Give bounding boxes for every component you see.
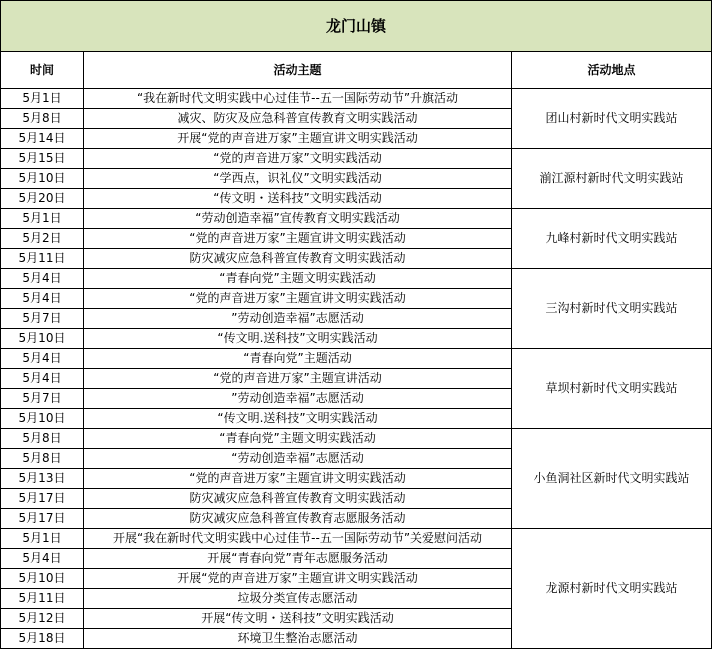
topic-cell: “劳动创造幸福”志愿活动 — [84, 449, 512, 469]
date-cell: 5月11日 — [1, 589, 84, 609]
topic-cell: 减灾、防灾及应急科普宣传教育文明实践活动 — [84, 109, 512, 129]
topic-cell: “青春向党”主题文明实践活动 — [84, 269, 512, 289]
topic-cell: “党的声音进万家”文明实践活动 — [84, 149, 512, 169]
topic-cell: “传文明.送科技”文明实践活动 — [84, 329, 512, 349]
topic-cell: 开展“党的声音进万家”主题宣讲文明实践活动 — [84, 569, 512, 589]
column-header-topic: 活动主题 — [84, 52, 512, 89]
topic-cell: “党的声音进万家”主题宣讲文明实践活动 — [84, 469, 512, 489]
date-cell: 5月13日 — [1, 469, 84, 489]
title-row — [1, 1, 712, 52]
table-row — [1, 429, 712, 449]
date-cell: 5月10日 — [1, 409, 84, 429]
date-cell: 5月12日 — [1, 609, 84, 629]
date-cell: 5月7日 — [1, 309, 84, 329]
date-cell: 5月4日 — [1, 269, 84, 289]
date-cell: 5月17日 — [1, 489, 84, 509]
date-cell: 5月10日 — [1, 169, 84, 189]
date-cell: 5月4日 — [1, 349, 84, 369]
date-cell: 5月20日 — [1, 189, 84, 209]
date-cell: 5月1日 — [1, 89, 84, 109]
location-cell: 团山村新时代文明实践站 — [512, 89, 712, 149]
date-cell: 5月17日 — [1, 509, 84, 529]
date-cell: 5月8日 — [1, 109, 84, 129]
location-cell: 小鱼洞社区新时代文明实践站 — [512, 429, 712, 529]
topic-cell: 开展“我在新时代文明实践中心过佳节--五一国际劳动节”关爱慰问活动 — [84, 529, 512, 549]
topic-cell: “学西点，识礼仪”文明实践活动 — [84, 169, 512, 189]
date-cell: 5月10日 — [1, 329, 84, 349]
date-cell: 5月7日 — [1, 389, 84, 409]
topic-cell: 防灾减灾应急科普宣传教育志愿服务活动 — [84, 509, 512, 529]
column-header-time: 时间 — [1, 52, 84, 89]
table-body — [1, 89, 712, 649]
date-cell: 5月10日 — [1, 569, 84, 589]
date-cell: 5月4日 — [1, 369, 84, 389]
date-cell: 5月18日 — [1, 629, 84, 649]
topic-cell: “青春向党”主题文明实践活动 — [84, 429, 512, 449]
date-cell: 5月4日 — [1, 289, 84, 309]
date-cell: 5月8日 — [1, 429, 84, 449]
topic-cell: 开展“青春向党”青年志愿服务活动 — [84, 549, 512, 569]
topic-cell: 环境卫生整治志愿活动 — [84, 629, 512, 649]
date-cell: 5月2日 — [1, 229, 84, 249]
date-cell: 5月11日 — [1, 249, 84, 269]
table-row — [1, 209, 712, 229]
topic-cell: 垃圾分类宣传志愿活动 — [84, 589, 512, 609]
location-cell: 三沟村新时代文明实践站 — [512, 269, 712, 349]
topic-cell: “传文明.送科技”文明实践活动 — [84, 409, 512, 429]
location-cell: 九峰村新时代文明实践站 — [512, 209, 712, 269]
date-cell: 5月8日 — [1, 449, 84, 469]
topic-cell: 开展“党的声音进万家”主题宣讲文明实践活动 — [84, 129, 512, 149]
table-row — [1, 529, 712, 549]
column-header-location: 活动地点 — [512, 52, 712, 89]
topic-cell: “党的声音进万家”主题宣讲文明实践活动 — [84, 289, 512, 309]
location-cell: 龙源村新时代文明实践站 — [512, 529, 712, 649]
topic-cell: 防灾减灾应急科普宣传教育文明实践活动 — [84, 249, 512, 269]
topic-cell: “党的声音进万家”主题宣讲活动 — [84, 369, 512, 389]
date-cell: 5月14日 — [1, 129, 84, 149]
table-row — [1, 89, 712, 109]
date-cell: 5月15日 — [1, 149, 84, 169]
location-cell: 湔江源村新时代文明实践站 — [512, 149, 712, 209]
topic-cell: 开展“传文明・送科技”文明实践活动 — [84, 609, 512, 629]
topic-cell: ”劳动创造幸福”志愿活动 — [84, 389, 512, 409]
topic-cell: “党的声音进万家”主题宣讲文明实践活动 — [84, 229, 512, 249]
table-row — [1, 349, 712, 369]
date-cell: 5月1日 — [1, 209, 84, 229]
topic-cell: 防灾减灾应急科普宣传教育文明实践活动 — [84, 489, 512, 509]
header-row — [1, 52, 712, 89]
table-title: 龙门山镇 — [1, 1, 712, 52]
topic-cell: “青春向党”主题活动 — [84, 349, 512, 369]
date-cell: 5月4日 — [1, 549, 84, 569]
location-cell: 草坝村新时代文明实践站 — [512, 349, 712, 429]
table-row — [1, 149, 712, 169]
topic-cell: ”劳动创造幸福”志愿活动 — [84, 309, 512, 329]
date-cell: 5月1日 — [1, 529, 84, 549]
topic-cell: “我在新时代文明实践中心过佳节--五一国际劳动节”升旗活动 — [84, 89, 512, 109]
table-row — [1, 269, 712, 289]
topic-cell: “传文明・送科技”文明实践活动 — [84, 189, 512, 209]
topic-cell: “劳动创造幸福”宣传教育文明实践活动 — [84, 209, 512, 229]
